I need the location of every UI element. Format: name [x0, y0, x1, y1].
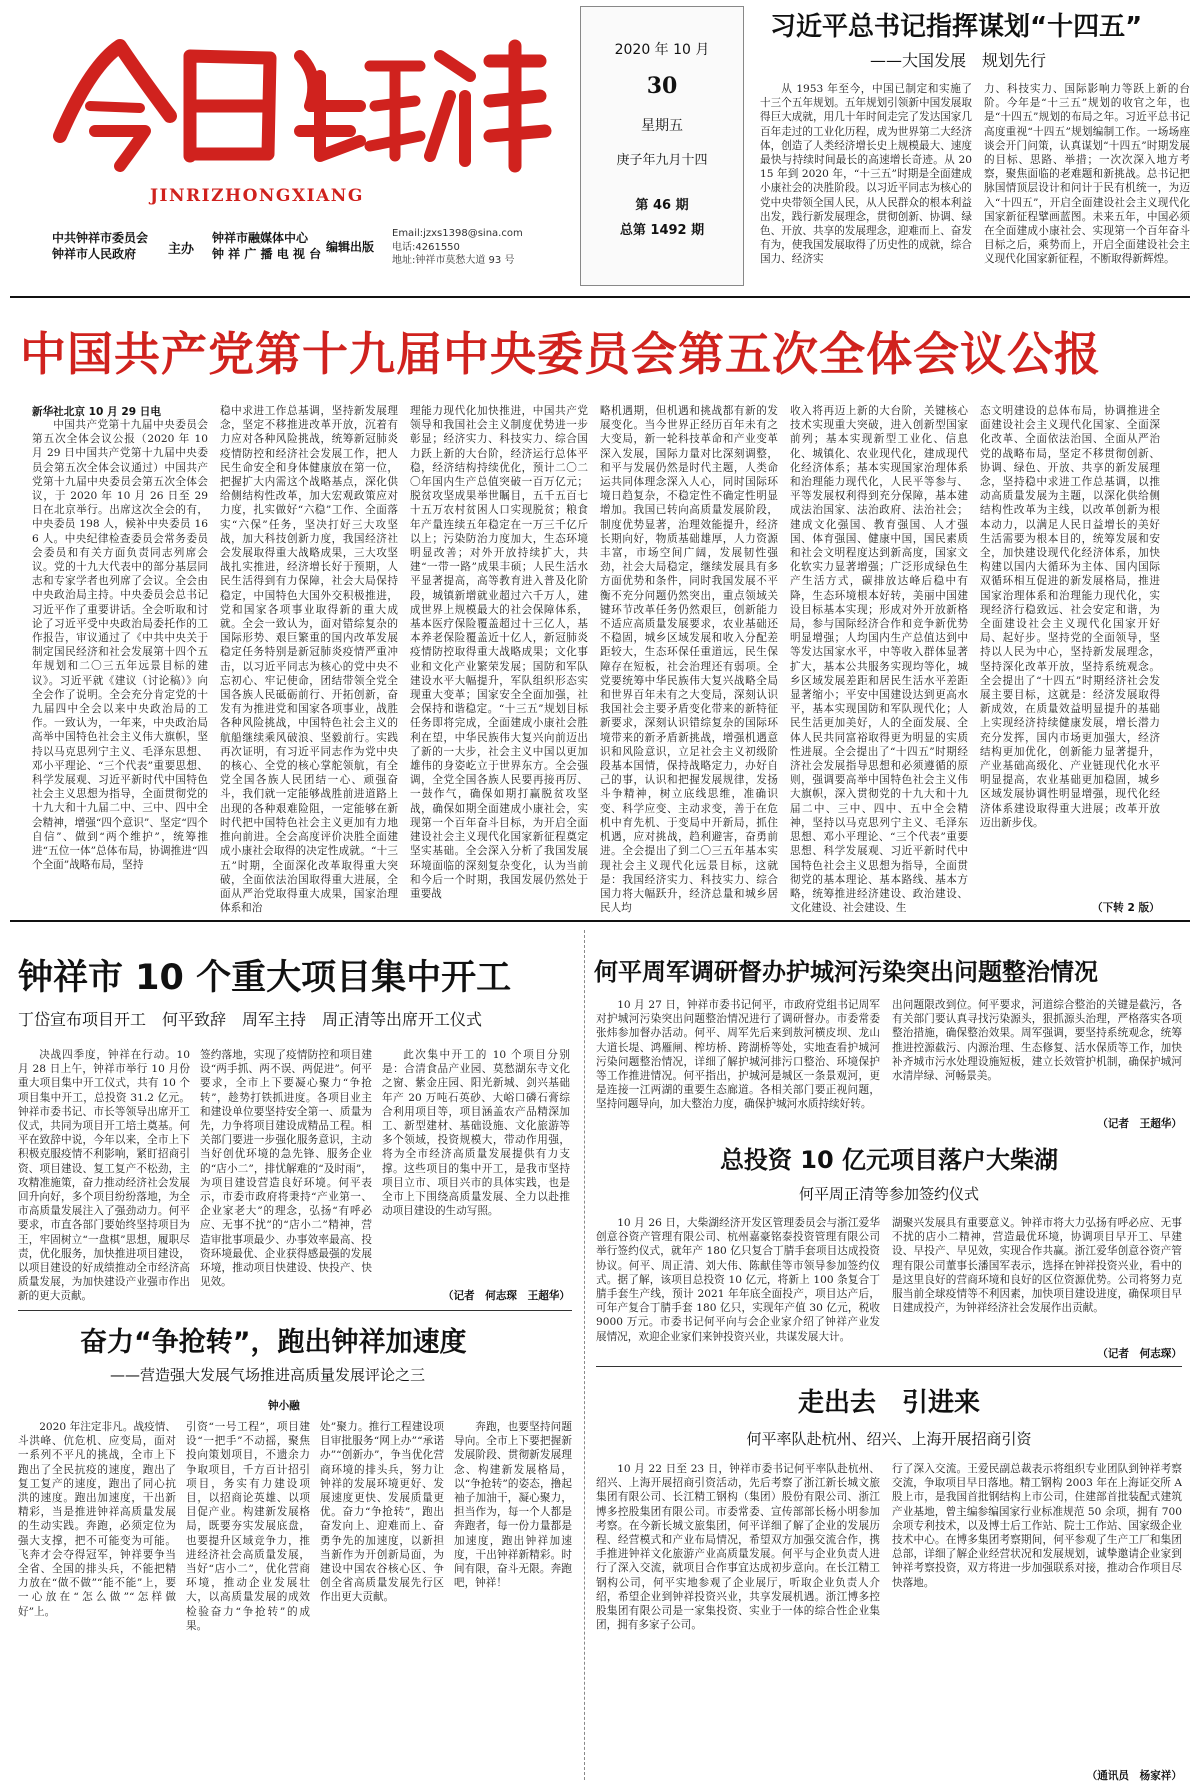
masthead: [0, 0, 1200, 300]
continued-note[interactable]: （下转 2 版）: [1092, 902, 1160, 914]
investment-col-1: 10 月 26 日，大柴湖经济开发区管理委员会与浙江爱华创意谷资产管理有限公司、杭州嘉豪铭泰投资管理有限公司举行签约仪式，就年产 180 亿只复合丁腈手套项目达成投资协议。何平、周正清、刘大伟、陈献佳等市领导参加签约仪式。据了解，该项目总投资 10 亿元，将新上 100 条复合丁腈手套生产线，预计 2021 年年底全面投产，项目达产后，可年产复合丁腈手套 180 亿只，实现年产值 30 亿元，税收 9000 万元。市委书记何平向与会企业家介绍了钟祥产业发展情况，欢迎企业家们来钟投资兴业，共谋发展大计。: [596, 1217, 880, 1343]
date-year-month: 2020 年 10 月: [614, 42, 710, 58]
projects-title: 钟祥市 10 个重大项目集中开工: [18, 958, 512, 998]
recruit-signature: （通讯员 杨家祥）: [1086, 1770, 1182, 1782]
issue-total: 总第 1492 期: [619, 223, 705, 238]
top-story-col-1: 从 1953 年至今，中国已制定和实施了十三个五年规划。五年规划引领新中国发展取得巨大成就，用几十年时间走完了发达国家几百年走过的工业化历程，成为世界第二大经济体，创造了人类经济增长史上规模最大、速度最快与持续时间最长的高速增长奇迹。从 2015 年到 2020 年，“十三五”时期是全面建成小康社会的决胜阶段。以习近平同志为核心的党中央带领全国人民，从人民群众的根本利益出发，践行新发展理念，贯彻创新、协调、绿色、开放、共享的发展理念，迎难而上、奋发有为，使我国发展取得了历史性的成就，综合国力、经济实: [760, 83, 972, 266]
date-weekday: 星期五: [641, 118, 683, 134]
commentary-title: 奋力“争抢转”，跑出钟祥加速度: [80, 1327, 467, 1358]
river-signature: （记者 王超华）: [1097, 1118, 1182, 1130]
projects-col-2: 签约落地，实现了疫情防控和项目建设“两手抓、两不误、两促进”。何平要求，全市上下要凝心聚力“争抢转”，趁势打铁抓进度。各项目业主和建设单位要坚持安全第一、质量为先，力争将项目建设成精品工程。相关部门要进一步强化服务意识，主动当好创优环境的急先锋、服务企业的“店小二”，排忧解难的“及时雨”，为项目建设营造良好环境。何平表示，市委市政府将秉持“产业第一、企业家老大”的理念，弘扬“有呼必应、无事不扰”的“店小二”精神，营造审批事项最少、办事效率最高、投资环境最优、企业获得感最强的发展环境，推动项目快建设、快投产、快见效。: [200, 1049, 372, 1289]
communique-col-5: 收入将再迈上新的大台阶，关键核心技术实现重大突破，进入创新型国家前列；基本实现新型工业化、信息化、城镇化、农业现代化，建成现代化经济体系；基本实现国家治理体系和治理能力现代化，人民平等参与、平等发展权利得到充分保障，基本建成法治国家、法治政府、法治社会；建成文化强国、教育强国、人才强国、体育强国、健康中国，国民素质和社会文明程度达到新高度，国家文化软实力显著增强；广泛形成绿色生产生活方式，碳排放达峰后稳中有降，生态环境根本好转，美丽中国建设目标基本实现；形成对外开放新格局，参与国际经济合作和竞争新优势明显增强；人均国内生产总值达到中等发达国家水平，中等收入群体显著扩大，基本公共服务实现均等化，城乡区域发展差距和居民生活水平差距显著缩小；平安中国建设达到更高水平，基本实现国防和军队现代化；人民生活更加美好，人的全面发展、全体人民共同富裕取得更为明显的实质性进展。全会提出了“十四五”时期经济社会发展指导思想和必须遵循的原则，强调要高举中国特色社会主义伟大旗帜，深入贯彻党的十九大和十九届二中、三中、四中、五中全会精神，坚持以马克思列宁主义、毛泽东思想、邓小平理论、“三个代表”重要思想、科学发展观、习近平新时代中国特色社会主义思想为指导，全面贯彻党的基本理论、基本路线、基本方略，统筹推进经济建设、政治建设、文化建设、社会建设、生: [790, 405, 968, 914]
host-label: 主办: [168, 242, 195, 257]
contact-phone: 电话:4261550: [392, 241, 460, 253]
contact-block: [392, 227, 523, 268]
commentary-col-3: 处”聚力。推行工程建设项目审批服务“网上办”“承诺办”“创新办”，争当优化营商环境的排头兵，努力让钟祥的发展环境更好、发展速度更快、发展质量更优。奋力“争抢转”，跑出奋发向上、迎难而上、奋勇争先的加速度，以新担当新作为开创新局面，为建设中国农谷核心区、争创全省高质量发展先行区作出更大贡献。: [320, 1421, 444, 1604]
logo-brush-strokes: [20, 36, 560, 176]
investment-col-2: 湖聚兴发展具有重要意义。钟祥市将大力弘扬有呼必应、无事不扰的店小二精神，营造最优环境，协调项目早开工、早建设、早投产、早见效，实现合作共赢。浙江爱华创意谷资产管理有限公司董事长潘国军表示，选择在钟祥投资兴业，看中的是这里良好的营商环境和良好的区位资源优势。公司将努力克服当前全球疫情等不利因素，加快项目建设进度，确保项目早日建成投产，为钟祥经济社会发展作出贡献。: [892, 1217, 1182, 1315]
recruit-col-2: 行了深入交流。王爱民副总裁表示将组织专业团队到钟祥考察交流，争取项目早日落地。精工钢构 2003 年在上海证交所 A 股上市，是我国首批钢结构上市公司，住建部首批装配式建筑产业基地，曾主编参编国家行业标准规范 50 余项，拥有 700 余项专利技术，以及博士后工作站、院士工作站、国家级企业技术中心。在博多集团考察期间，何平参观了生产工厂和集团总部，详细了解企业经营状况和发展规划，诚挚邀请企业家到钟祥考察投资，双方将进一步加强联系对接，推动合作项目尽快落地。: [892, 1463, 1182, 1589]
investment-title: 总投资 10 亿元项目落户大柴湖: [719, 1146, 1059, 1174]
communique-col-1: 中国共产党第十九届中央委员会第五次全体会议公报（2020 年 10 月 29 日中国共产党第十九届中央委员会第五次全体会议通过）中国共产党第十九届中央委员会第五次全体会议，于 2020 年 10 月 26 日至 29 日在北京举行。出席这次全会的有，中央委员 198 人，候补中央委员 166 人。中央纪律检查委员会常务委员会委员和有关方面负责同志列席会议。党的十九大代表中的部分基层同志和专家学者也列席了会议。全会由中央政治局主持。中央委员会总书记习近平作了重要讲话。全会听取和讨论了习近平受中央政治局委托作的工作报告，审议通过了《中共中央关于制定国民经济和社会发展第十四个五年规划和二〇三五年远景目标的建议》。习近平就《建议（讨论稿）》向全会作了说明。全会充分肯定党的十九届四中全会以来中央政治局的工作。一致认为，一年来，中央政治局高举中国特色社会主义伟大旗帜，坚持以马克思列宁主义、毛泽东思想、邓小平理论、“三个代表”重要思想、科学发展观、习近平新时代中国特色社会主义思想为指导，全面贯彻党的十九大和十九届二中、三中、四中全会精神，增强“四个意识”、坚定“四个自信”、做到“两个维护”，统筹推进“五位一体”总体布局，协调推进“四个全面”战略布局，坚持: [32, 419, 208, 872]
sponsor-party: 中共钟祥市委员会: [52, 231, 149, 245]
projects-divider: [18, 1310, 572, 1311]
communique-dateline: 新华社北京 10 月 29 日电: [32, 406, 161, 418]
communique: [12, 400, 1190, 916]
main-headline: 中国共产党第十九届中央委员会第五次全体会议公报: [20, 327, 1101, 381]
commentary-subtitle: ——营造强大发展气场推进高质量发展评论之三: [110, 1366, 426, 1384]
contact-email: Email:jzxs1398@sina.com: [392, 228, 523, 239]
media-block: [212, 230, 321, 262]
communique-col-4: 略机遇期，但机遇和挑战都有新的发展变化。当今世界正经历百年未有之大变局，新一轮科技革命和产业变革深入发展，国际力量对比深刻调整，和平与发展仍然是时代主题，人类命运共同体理念深入人心，同时国际环境日趋复杂，不稳定性不确定性明显增加。我国已转向高质量发展阶段，制度优势显著，治理效能提升，经济长期向好，物质基础雄厚，人力资源丰富，市场空间广阔，发展韧性强劲，社会大局稳定，继续发展具有多方面优势和条件，同时我国发展不平衡不充分问题仍然突出，重点领域关键环节改革任务仍然艰巨，创新能力不适应高质量发展要求，农业基础还不稳固，城乡区域发展和收入分配差距较大，生态环保任重道远，民生保障存在短板，社会治理还有弱项。全党要统筹中华民族伟大复兴战略全局和世界百年未有之大变局，深刻认识我国社会主要矛盾变化带来的新特征新要求，深刻认识错综复杂的国际环境带来的新矛盾新挑战，增强机遇意识和风险意识，立足社会主义初级阶段基本国情，保持战略定力，办好自己的事，认识和把握发展规律，发扬斗争精神，树立底线思维，准确识变、科学应变、主动求变，善于在危机中育先机、于变局中开新局，抓住机遇，应对挑战，趋利避害，奋勇前进。全会提出了到二〇三五年基本实现社会主义现代化远景目标，这就是：我国经济实力、科技实力、综合国力将大幅跃升，经济总量和城乡居民人均: [600, 405, 778, 914]
masthead-divider: [10, 296, 1190, 298]
commentary-col-1: 2020 年注定非凡。战疫情、斗洪峰、伉危机、应变局，面对一系列不平凡的挑战，全市上下跑出了全民抗疫的速度，跑出了复工复产的速度，跑出了同心抗洪的速度。跑出加速度，干出新精彩，当是推进钟祥高质量发展的生动实践。奔跑，必须定位为强大支撑，把不可能变为可能。飞奔才会夺得冠军，钟祥要争当全省、全国的排头兵，不能把精力放在“做不做”“能不能”上，要一心放在“怎么做”“怎样做好”上。: [18, 1421, 176, 1618]
newspaper-logo: [20, 36, 560, 176]
communique-col-3: 理能力现代化加快推进，中国共产党领导和我国社会主义制度优势进一步彰显；经济实力、科技实力、综合国力跃上新的大台阶，经济运行总体平稳，经济结构持续优化，预计二〇二〇年国内生产总值突破一百万亿元；脱贫攻坚成果举世瞩目，五千五百七十五万农村贫困人口实现脱贫；粮食年产量连续五年稳定在一万三千亿斤以上；污染防治力度加大，生态环境明显改善；对外开放持续扩大，共建“一带一路”成果丰硕；人民生活水平显著提高，高等教育进入普及化阶段，城镇新增就业超过六千万人，建成世界上规模最大的社会保障体系，基本医疗保险覆盖超过十三亿人，基本养老保险覆盖近十亿人，新冠肺炎疫情防控取得重大战略成果；文化事业和文化产业繁荣发展；国防和军队建设水平大幅提升，军队组织形态实现重大变革；国家安全全面加强，社会保持和谐稳定。“十三五”规划目标任务即将完成，全面建成小康社会胜利在望，中华民族伟大复兴向前迈出了新的一大步，社会主义中国以更加雄伟的身姿屹立于世界东方。全会强调，全党全国各族人民要再接再厉、一鼓作气，确保如期打赢脱贫攻坚战，确保如期全面建成小康社会，实现第一个百年奋斗目标，为开启全面建设社会主义现代化国家新征程奠定坚实基础。全会深入分析了我国发展环境面临的深刻复杂变化，认为当前和今后一个时期，我国发展仍然处于重要战: [410, 405, 588, 900]
top-story-title: 习近平总书记指挥谋划“十四五”: [770, 12, 1143, 42]
commentary-col-2: 引资“一号工程”，项目建设“一把手”不动摇，聚焦投向策划项目，不遗余力争取项目，千方百计招引项目，务实有力建设项目，以招商论英雄、以项目促产业。构建新发展格局，既要夯实发展底盘，也要提升区域竞争力，推进经济社会高质量发展，当好“店小二”，优化营商环境，推动企业发展壮大，以高质量发展的成效检验奋力“争抢转”的成果。: [186, 1421, 310, 1632]
communique-col-6: 态文明建设的总体布局，协调推进全面建设社会主义现代化国家、全面深化改革、全面依法治国、全面从严治党的战略布局，坚定不移贯彻创新、协调、绿色、开放、共享的新发展理念，坚持稳中求进工作总基调，以推动高质量发展为主题，以深化供给侧结构性改革为主线，以改革创新为根本动力，以满足人民日益增长的美好生活需要为根本目的，统筹发展和安全，加快建设现代化经济体系，加快构建以国内大循环为主体、国内国际双循环相互促进的新发展格局，推进国家治理体系和治理能力现代化，实现经济行稳致远、社会安定和谐，为全面建设社会主义现代化国家开好局、起好步。坚持党的全面领导，坚持以人民为中心，坚持新发展理念，坚持深化改革开放，坚持系统观念。全会提出了“十四五”时期经济社会发展主要目标，这就是：经济发展取得新成效，在质量效益明显提升的基础上实现经济持续健康发展，增长潜力充分发挥，国内市场更加强大，经济结构更加优化，创新能力显著提升，产业基础高级化、产业链现代化水平明显提高，农业基础更加稳固，城乡区域发展协调性明显增强，现代化经济体系建设取得重大进展；改革开放迈出新步伐。: [980, 405, 1160, 829]
recruit-title: 走出去 引进来: [797, 1388, 980, 1418]
publish-label: 编辑出版: [326, 240, 375, 254]
projects-col-1: 决战四季度，钟祥在行动。10 月 28 日上午，钟祥市举行 10 月份重大项目集中开工仪式，共有 10 个项目集中开工，总投资 31.2 亿元。钟祥市委书记、市长等领导出席开工仪式，共同为项目开工培土奠基。何平在致辞中说，今年以来，全市上下积极克服疫情不利影响，紧盯招商引资、项目建设、复工复产不松劲，主攻精准施策，奋力推动经济社会发展回升向好，多个项目纷纷落地，为全市高质量发展注入了强劲动力。何平要求，市直各部门要始终坚持项目为王，牢固树立“一盘棋”思想，履职尽责，优化服务，加快推进项目建设，以项目建设的好成绩推动全市经济高质量发展，为加快建设产业强市作出新的更大贡献。: [18, 1049, 190, 1303]
investment-subtitle: 何平周正清等参加签约仪式: [798, 1185, 979, 1203]
logo-pinyin: JINRIZHONGXIANG: [150, 186, 364, 206]
issue-number: 第 46 期: [635, 198, 689, 213]
top-story-col-2: 力、科技实力、国际影响力等跃上新的台阶。今年是“十三五”规划的收官之年，也是“十四五”规划的布局之年。习近平总书记高度重视“十四五”规划编制工作。一场场座谈会开门问策，认真谋划“十四五”时期发展的目标、思路、举措；一次次深入地方考察，聚焦面临的老难题和新挑战。总书记把脉国情顶层设计和问计于民有机统一，为迈入“十四五”，开启全面建设社会主义现代化国家新征程擘画蓝图。未来五年，中国必须在全面建成小康社会、实现第一个百年奋斗目标之后，乘势而上，开启全面建设社会主义现代化国家新征程，不断取得新辉煌。: [984, 83, 1190, 266]
sponsor-block: [52, 230, 148, 262]
commentary-author: 钟小融: [268, 1400, 300, 1412]
top-story-subtitle: ——大国发展 规划先行: [870, 51, 1047, 70]
date-day: 30: [646, 73, 678, 99]
communique-col-2: 稳中求进工作总基调，坚持新发展理念，坚定不移推进改革开放，沉着有力应对各种风险挑战，统筹新冠肺炎疫情防控和经济社会发展工作，把人民生命安全和身体健康放在第一位，把握扩大内需这个战略基点，深化供给侧结构性改革，加大宏观政策应对力度，扎实做好“六稳”工作、全面落实“六保”任务，坚决打好三大攻坚战，加大科技创新力度，我国经济社会发展取得重大战略成果，三大攻坚战扎实推进，经济增长好于预期，人民生活得到有力保障，社会大局保持稳定，中国特色大国外交积极推进，党和国家各项事业取得新的重大成就。全会一致认为，面对错综复杂的国际形势、艰巨繁重的国内改革发展稳定任务特别是新冠肺炎疫情严重冲击，以习近平同志为核心的党中央不忘初心、牢记使命，团结带领全党全国各族人民砥砺前行、开拓创新，奋发有为推进党和国家各项事业，战胜各种风险挑战，中国特色社会主义的航船继续乘风破浪、坚毅前行。实践再次证明，有习近平同志作为党中央的核心、全党的核心掌舵领航，有全党全国各族人民团结一心、顽强奋斗，我们就一定能够战胜前进道路上出现的各种艰难险阻，一定能够在新时代把中国特色社会主义更加有力地推向前进。全会高度评价决胜全面建成小康社会取得的决定性成就。“十三五”时期，全面深化改革取得重大突破，全面依法治国取得重大进展，全面从严治党取得重大成果，国家治理体系和治: [220, 405, 398, 914]
projects-col-3: 此次集中开工的 10 个项目分别是：合清食品产业园、莫愁湖东寺文化之窗、紫金庄园、阳光新城、剑兴基础年产 20 万吨石英砂、大峪口磷石膏综合利用项目等，项目涵盖农产品精深加工、新型建材、基础设施、文化旅游等多个领域，投资规模大，带动作用强，将为全市经济高质量发展提供有力支撑。这些项目的集中开工，是我市坚持项目立市、项目兴市的具体实践，也是全市上下围绕高质量发展、全力以赴推动项目建设的生动写照。: [382, 1049, 570, 1218]
projects-subtitle: 丁岱宣布项目开工 何平致辞 周军主持 周正清等出席开工仪式: [18, 1010, 483, 1029]
column-divider: [584, 930, 585, 1780]
investment-divider: [596, 1366, 1182, 1367]
sponsor-government: 钟祥市人民政府: [52, 247, 137, 261]
projects-signature: （记者 何志琛 王超华）: [442, 1290, 570, 1302]
recruit-col-1: 10 月 22 日至 23 日，钟祥市委书记何平率队赴杭州、绍兴、上海开展招商引资活动，先后考察了浙江新长城文旅集团有限公司、长江精工钢构（集团）股份有限公司、浙江博多控股集团有限公司。市委常委、宣传部部长杨小明参加考察。在今新长城文旅集团，何平详细了解了企业的发展历程、经营模式和产业布局情况，希望双方加强交流合作，携手推进钟祥文化旅游产业高质量发展。何平与企业负责人进行了深入交流，就项目合作事宜达成初步意向。在长江精工钢构公司，何平实地参观了企业展厅，听取企业负责人介绍，希望企业到钟祥投资兴业，共享发展机遇。浙江博多控股集团有限公司是一家集投资、实业于一体的综合性企业集团，拥有多家子公司。: [596, 1463, 880, 1632]
recruit-subtitle: 何平率队赴杭州、绍兴、上海开展招商引资: [746, 1430, 1032, 1448]
river-title: 何平周军调研督办护城河污染突出问题整治情况: [594, 958, 1098, 986]
river-col-1: 10 月 27 日，钟祥市委书记何平，市政府党组书记周军对护城河污染突出问题整治情况进行了调研督办。市委常委张炜参加督办活动。何平、周军先后来到敖河横皮坝、龙山大道长堤、鸿雁闸、榨坊桥、跨湖桥等处，实地查看护城河污染问题整治情况，详细了解护城河排污口整治、环境保护等工作推进情况。何平指出，护城河是城区一条景观河，更是连接一江两湖的重要生态廊道。各相关部门要正视问题，坚持问题导向，加大整治力度，确保护城河水质持续好转。: [596, 999, 880, 1111]
river-col-2: 出问题限改到位。何平要求，河道综合整治的关键是截污，各有关部门要认真寻找污染源头，狠抓源头治理，严格落实各项整治措施，确保整治效果。周军强调，要坚持系统观念，统筹推进控源截污、内源治理、生态修复、活水保质等工作，加快补齐城市污水处理设施短板，建立长效管护机制，确保护城河水清岸绿、河畅景美。: [892, 999, 1182, 1083]
investment-signature: （记者 何志琛）: [1097, 1348, 1182, 1360]
media-tv: 钟 祥 广 播 电 视 台: [212, 247, 322, 261]
media-center: 钟祥市融媒体中心: [212, 231, 309, 245]
contact-address: 地址:钟祥市莫愁大道 93 号: [392, 255, 515, 266]
date-lunar: 庚子年九月十四: [616, 153, 708, 168]
commentary-col-4: 奔跑，也要坚持问题导向。全市上下要把握新发展阶段、贯彻新发展理念、构建新发展格局，以“争抢转”的姿态，撸起袖子加油干，凝心聚力，担当作为，每一个人都是奔跑者，每一份力量都是加速度，跑出钟祥加速度，干出钟祥新精彩。时间有限，奋斗无限。奔跑吧，钟祥！: [454, 1421, 572, 1590]
date-box: [580, 6, 744, 286]
section-divider: [10, 920, 1190, 922]
